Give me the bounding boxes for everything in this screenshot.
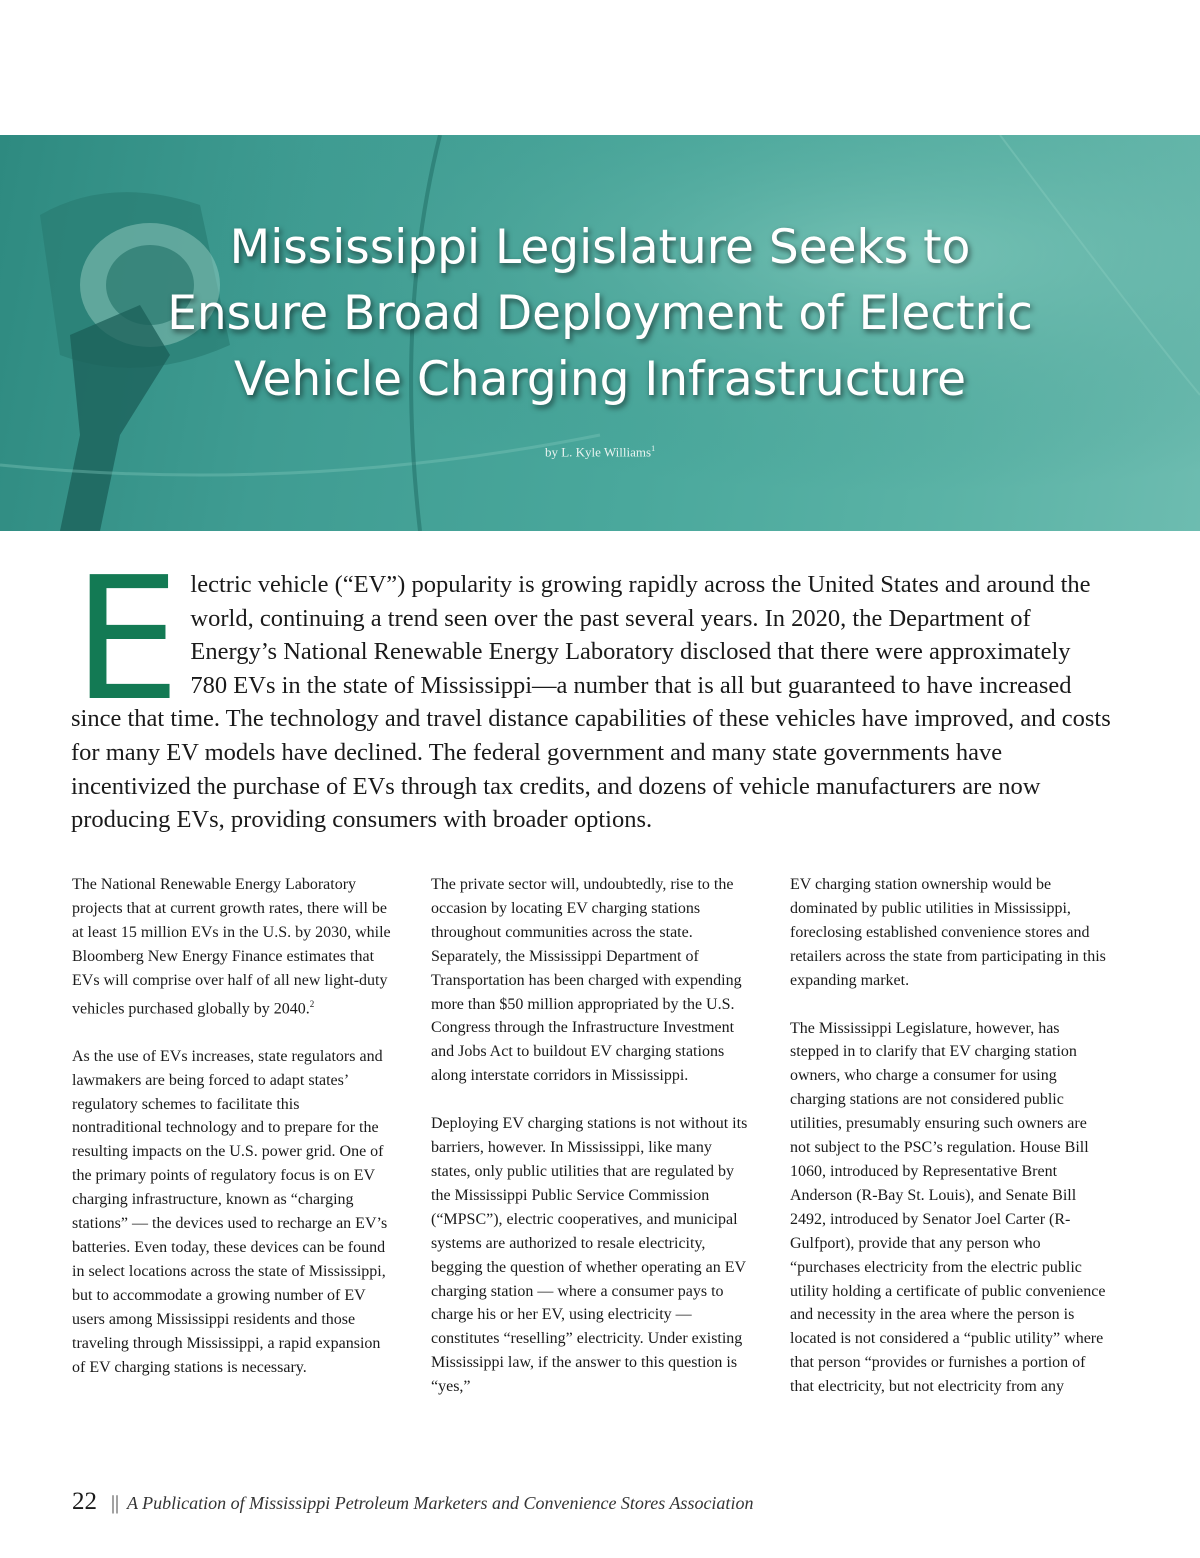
column-1	[72, 873, 393, 1423]
body-paragraph	[72, 873, 393, 1021]
page-number: 22	[72, 1488, 97, 1515]
publication-name: A Publication of Mississippi Petroleum Marketers and Convenience Stores Association	[127, 1493, 754, 1513]
body-paragraph: The private sector will, undoubtedly, rise to the occasion by locating EV charging stations throughout communities across the state. Separately, the Mississippi Department of Transportation has been charged with expending more than $50 million appropriated by the U.S. Congress through the Infrastructure Investment and Jobs Act to buildout EV charging stations along interstate corridors in Mississippi.	[431, 876, 742, 1085]
column-2	[431, 873, 752, 1423]
intro-paragraph	[71, 541, 1111, 837]
article-title: Mississippi Legislature Seeks to Ensure Broad Deployment of Electric Vehicle Charging Infrastructure	[167, 220, 1033, 407]
column-3	[790, 873, 1111, 1423]
footer-separator: ||	[111, 1492, 120, 1514]
paragraph-text: The National Renewable Energy Laboratory projects that at current growth rates, there will be at least 15 million EVs in the U.S. by 2030, while Bloomberg New Energy Finance estimates that EVs will comprise over half of all new light-duty vehicles purchased globally by 2040.	[72, 876, 391, 1017]
body-paragraph: The Mississippi Legislature, however, has stepped in to clarify that EV charging station owners, who charge a consumer for using charging stations are not considered public utilities, presumably ensuring such owners are not subject to the PSC’s regulation. House Bill 1060, introduced by Representative Brent Anderson (R-Bay St. Louis), and Senate Bill 2492, introduced by Senator Joel Carter (R-Gulfport), provide that any person who “purchases electricity from the electric public utility holding a certificate of public convenience and necessity in the area where the person is located is not considered a “public utility” where that person “provides or furnishes a portion of that electricity, but not electricity from any	[790, 1019, 1106, 1396]
article-columns	[72, 873, 1112, 1423]
drop-cap: E	[73, 541, 181, 739]
byline-author: by L. Kyle Williams	[544, 444, 652, 460]
byline-footnote-mark: 1	[651, 444, 656, 453]
byline	[0, 444, 1200, 460]
intro-text: lectric vehicle (“EV”) popularity is growing rapidly across the United States and around the world, continuing a trend seen over the past several years. In 2020, the Department of Energy’s National Renewable Energy Laboratory disclosed that there were approximately 780 EVs in the state of Mississippi—a number that is all but guaranteed to have increased since that time. The technology and travel distance capabilities of these vehicles have improved, and costs for many EV models have declined. The federal government and many state governments have incentivized the purchase of EVs through tax credits, and dozens of vehicle manufacturers are now producing EVs, providing consumers with broader options.	[71, 571, 1111, 834]
body-paragraph: EV charging station ownership would be dominated by public utilities in Mississippi, foreclosing established convenience stores and retailers across the state from participating in this expanding market.	[790, 876, 1106, 989]
page-footer	[72, 1488, 753, 1518]
body-paragraph: As the use of EVs increases, state regulators and lawmakers are being forced to adapt states’ regulatory schemes to facilitate this nontraditional technology and to prepare for the resulting impacts on the U.S. power grid. One of the primary points of regulatory focus is on EV charging infrastructure, known as “charging stations” — the devices used to recharge an EV’s batteries. Even today, these devices can be found in select locations across the state of Mississippi, but to accommodate a growing number of EV users among Mississippi residents and those traveling through Mississippi, a rapid expansion of EV charging stations is necessary.	[72, 1047, 388, 1376]
footnote-mark: 2	[309, 998, 315, 1009]
body-paragraph: Deploying EV charging stations is not without its barriers, however. In Mississippi, like many states, only public utilities that are regulated by the Mississippi Public Service Commission (“MPSC”), electric cooperatives, and municipal systems are authorized to resale electricity, begging the question of whether operating an EV charging station — where a consumer pays to charge his or her EV, using electricity — constitutes “reselling” electricity. Under existing Mississippi law, if the answer to this question is “yes,”	[431, 1115, 748, 1396]
header-banner	[0, 135, 1200, 531]
